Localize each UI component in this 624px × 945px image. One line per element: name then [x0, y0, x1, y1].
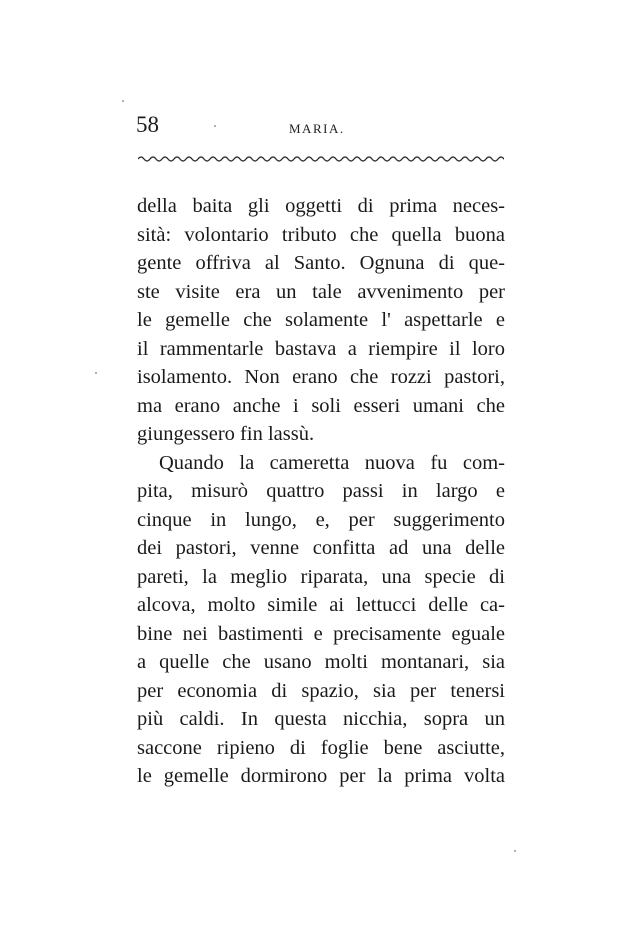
- text-line: le gemelle dormirono per la prima volta: [137, 765, 505, 787]
- text-line: dei pastori, venne confitta ad una delle: [137, 537, 505, 559]
- text-line: gente offriva al Santo. Ognuna di que-: [137, 252, 505, 274]
- text-line: alcova, molto simile ai lettucci delle ca-: [137, 594, 505, 616]
- paper-speck: [122, 100, 124, 102]
- paper-speck: [214, 125, 216, 127]
- decorative-rule: [138, 153, 504, 165]
- text-line: ma erano anche i soli esseri umani che: [137, 394, 505, 417]
- paragraph-2: [137, 449, 505, 791]
- text-line: pareti, la meglio riparata, una specie di: [137, 565, 505, 588]
- text-line: a quelle che usano molti montanari, sia: [137, 651, 505, 673]
- text-line: il rammentarle bastava a riempire il loro: [137, 337, 505, 360]
- text-line: cinque in lungo, e, per suggerimento: [137, 508, 505, 531]
- text-line: ste visite era un tale avvenimento per: [137, 280, 505, 303]
- running-title: MARIA.: [289, 121, 345, 136]
- page-number: 58: [136, 112, 159, 137]
- text-line: più caldi. In questa nicchia, sopra un: [137, 708, 505, 730]
- text-line: pita, misurò quattro passi in largo e: [137, 480, 505, 502]
- text-line: saccone ripieno di foglie bene asciutte,: [137, 736, 505, 759]
- text-line: della baita gli oggetti di prima neces-: [137, 195, 505, 217]
- text-line: isolamento. Non erano che rozzi pastori,: [137, 366, 505, 388]
- paper-speck: [95, 372, 97, 374]
- text-line: Quando la cameretta nuova fu com-: [159, 451, 505, 474]
- paragraph-1: [137, 192, 505, 449]
- text-line: per economia di spazio, sia per tenersi: [137, 679, 505, 702]
- text-line: le gemelle che solamente l' aspettarle e: [137, 309, 505, 331]
- body-text: [137, 192, 505, 791]
- text-line: giungessero fin lassù.: [137, 423, 315, 445]
- text-line: sità: volontario tributo che quella buona: [137, 223, 505, 246]
- paper-speck: [514, 850, 516, 852]
- text-line: bine nei bastimenti e precisamente eguale: [137, 622, 505, 645]
